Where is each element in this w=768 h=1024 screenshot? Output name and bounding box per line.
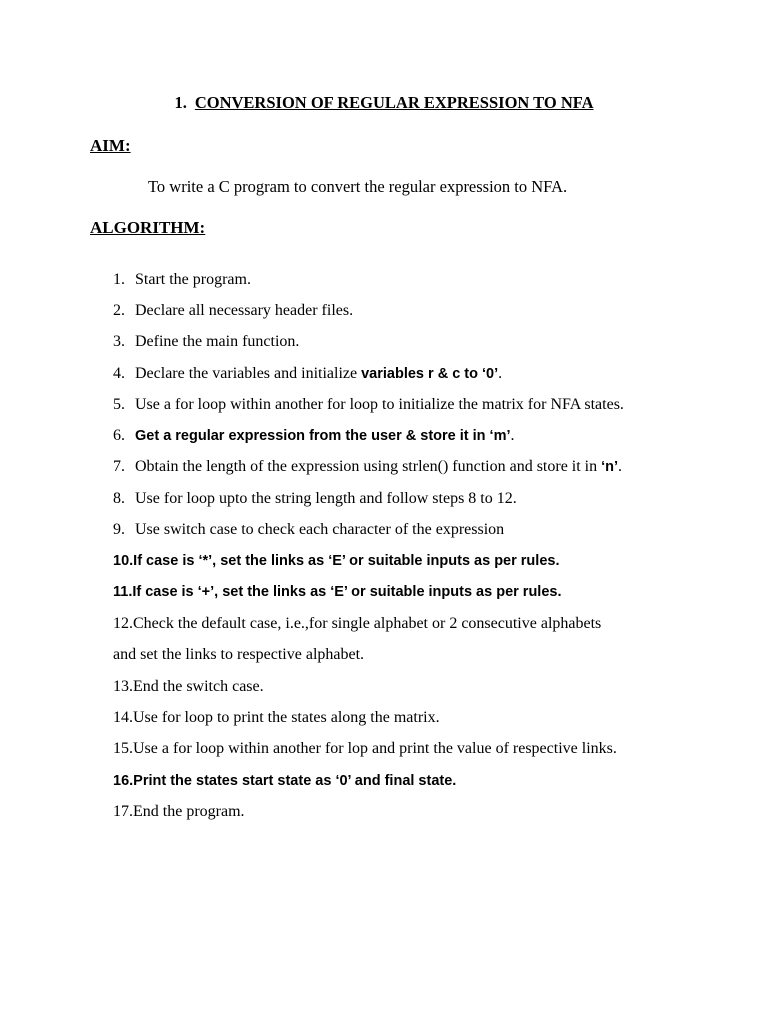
algorithm-step [113, 739, 617, 759]
step-text: End the program. [133, 803, 245, 820]
step-text: Use a for loop within another for loop to initialize the matrix for NFA states. [135, 396, 624, 413]
step-text: Use a for loop within another for lop and print the value of respective links. [133, 740, 617, 757]
step-text: Use switch case to check each character of the expression [135, 521, 505, 538]
step-bold-text: Get a regular expression from the user & store it in ‘m’ [135, 428, 511, 444]
step-tail: . [498, 365, 503, 382]
step-text: Start the program. [135, 271, 251, 288]
step-text: Declare all necessary header files. [135, 302, 354, 319]
step-number: 17. [113, 803, 133, 820]
step-text: Use for loop upto the string length and follow steps 8 to 12. [135, 490, 517, 507]
step-text: Use for loop to print the states along the matrix. [133, 709, 440, 726]
step-text: End the switch case. [133, 678, 264, 695]
step-number: 3. [113, 333, 125, 350]
step-number: 5. [113, 396, 125, 413]
aim-text: To write a C program to convert the regular expression to NFA. [148, 177, 568, 196]
step-number: 7. [113, 458, 125, 475]
step-tail: . [510, 427, 515, 444]
algorithm-step [113, 332, 299, 352]
algorithm-step [113, 677, 264, 697]
step-continuation: and set the links to respective alphabet. [113, 646, 365, 663]
title-number: 1. [174, 93, 187, 112]
aim-heading: AIM: [90, 136, 131, 155]
algorithm-step [113, 551, 559, 571]
step-number: 15. [113, 740, 133, 757]
step-number: 13. [113, 678, 133, 695]
step-number: 9. [113, 521, 125, 538]
step-number: 12. [113, 615, 133, 632]
step-text: Print the states start state as ‘0’ and final state. [133, 773, 457, 789]
step-bold-text: ‘n’ [601, 459, 619, 475]
step-number: 4. [113, 365, 125, 382]
algorithm-step [113, 270, 251, 290]
step-number: 2. [113, 302, 125, 319]
step-number: 16. [113, 773, 134, 789]
algorithm-step [113, 395, 624, 415]
step-number: 10. [113, 553, 134, 569]
algorithm-step [113, 457, 622, 477]
step-number: 14. [113, 709, 133, 726]
algorithm-heading: ALGORITHM: [90, 218, 206, 237]
title-text: CONVERSION OF REGULAR EXPRESSION TO NFA [194, 93, 594, 112]
step-number: 1. [113, 271, 125, 288]
step-number: 8. [113, 490, 125, 507]
step-text: If case is ‘*’, set the links as ‘E’ or suitable inputs as per rules. [133, 553, 560, 569]
step-text: If case is ‘+’, set the links as ‘E’ or suitable inputs as per rules. [132, 584, 562, 600]
algorithm-step [113, 489, 517, 509]
step-text: Obtain the length of the expression using strlen() function and store it in [135, 458, 602, 475]
step-text: Declare the variables and initialize [135, 365, 362, 382]
step-text: Check the default case, i.e.,for single alphabet or 2 consecutive alphabets [133, 615, 602, 632]
page-title [0, 93, 768, 113]
algorithm-step [113, 582, 562, 602]
algorithm-step [113, 802, 245, 822]
step-tail: . [618, 458, 623, 475]
algorithm-step [113, 426, 515, 446]
algorithm-step [113, 301, 353, 321]
algorithm-step [113, 614, 601, 634]
algorithm-step [113, 520, 504, 540]
step-text: Define the main function. [135, 333, 300, 350]
step-bold-text: variables r & c to ‘0’ [361, 366, 499, 382]
algorithm-step [113, 364, 502, 384]
algorithm-step [113, 708, 440, 728]
step-number: 11. [113, 584, 133, 600]
step-number: 6. [113, 427, 125, 444]
algorithm-step [113, 771, 456, 791]
